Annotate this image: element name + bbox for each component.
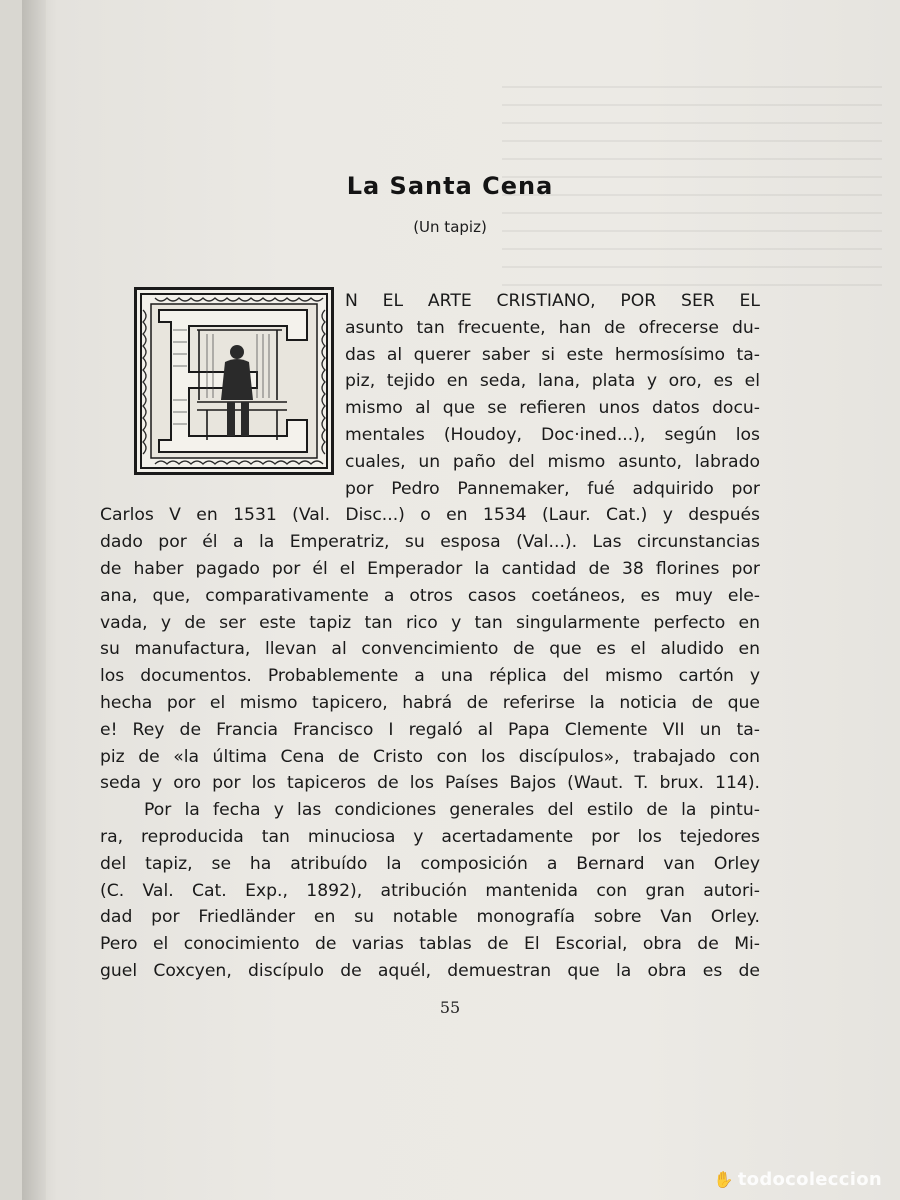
text-line: cuales, un paño del mismo asunto, labrado [345, 451, 760, 472]
text-line: das al querer saber si este hermosísimo ta- [345, 344, 760, 365]
text-line: N EL ARTE CRISTIANO, POR SER EL [345, 291, 760, 311]
text-line: dad por Friedländer en su notable monografía sobre Van Orley. [100, 907, 760, 928]
hand-icon: ✋ [713, 1170, 734, 1189]
page-title: La Santa Cena [346, 172, 554, 200]
text-line: hecha por el mismo tapicero, habrá de referirse la noticia de que [100, 692, 760, 713]
text-line: vada, y de ser este tapiz tan rico y tan singularmente perfecto en [100, 612, 760, 633]
text-line: Pero el conocimiento de varias tablas de El Escorial, obra de Mi- [100, 934, 760, 955]
watermark-text: todocoleccion [737, 1169, 882, 1190]
text-line: de haber pagado por él el Emperador la cantidad de 38 florines por [100, 558, 760, 579]
text-line: del tapiz, se ha atribuído la composición a Bernard van Orley [100, 853, 760, 874]
page-number: 55 [439, 998, 461, 1017]
text-line: piz de «la última Cena de Cristo con los discípulos», trabajado con [100, 746, 760, 767]
text-line: guel Coxcyen, discípulo de aquél, demuestran que la obra es de [100, 960, 760, 981]
text-line: ana, que, comparativamente a otros casos coetáneos, es muy ele- [100, 585, 760, 606]
watermark [714, 1169, 882, 1190]
text-line: e! Rey de Francia Francisco I regaló al Papa Clemente VII un ta- [100, 719, 760, 740]
text-line: dado por él a la Emperatriz, su esposa (Val...). Las circunstancias [100, 532, 760, 553]
text-line: Carlos V en 1531 (Val. Disc...) o en 1534 (Laur. Cat.) y después [100, 505, 760, 526]
text-line: (C. Val. Cat. Exp., 1892), atribución mantenida con gran autori- [100, 880, 760, 901]
text-line: asunto tan frecuente, han de ofrecerse du- [345, 317, 760, 338]
text-line: mentales (Houdoy, Doc·ined...), según los [345, 424, 760, 445]
text-line: los documentos. Probablemente a una réplica del mismo cartón y [100, 666, 760, 687]
text-line: piz, tejido en seda, lana, plata y oro, es el [345, 371, 760, 392]
text-line: ra, reproducida tan minuciosa y acertadamente por los tejedores [100, 826, 760, 847]
text-line: Por la fecha y las condiciones generales del estilo de la pintu- [144, 800, 760, 821]
text-line: mismo al que se refieren unos datos docu- [345, 398, 760, 419]
page-subtitle: (Un tapiz) [413, 218, 487, 236]
text-line: su manufactura, llevan al convencimiento de que es el aludido en [100, 639, 760, 660]
body-text [100, 288, 760, 985]
text-line: seda y oro por los tapiceros de los Países Bajos (Waut. T. brux. 114). [100, 773, 760, 794]
text-line: por Pedro Pannemaker, fué adquirido por [345, 478, 760, 499]
